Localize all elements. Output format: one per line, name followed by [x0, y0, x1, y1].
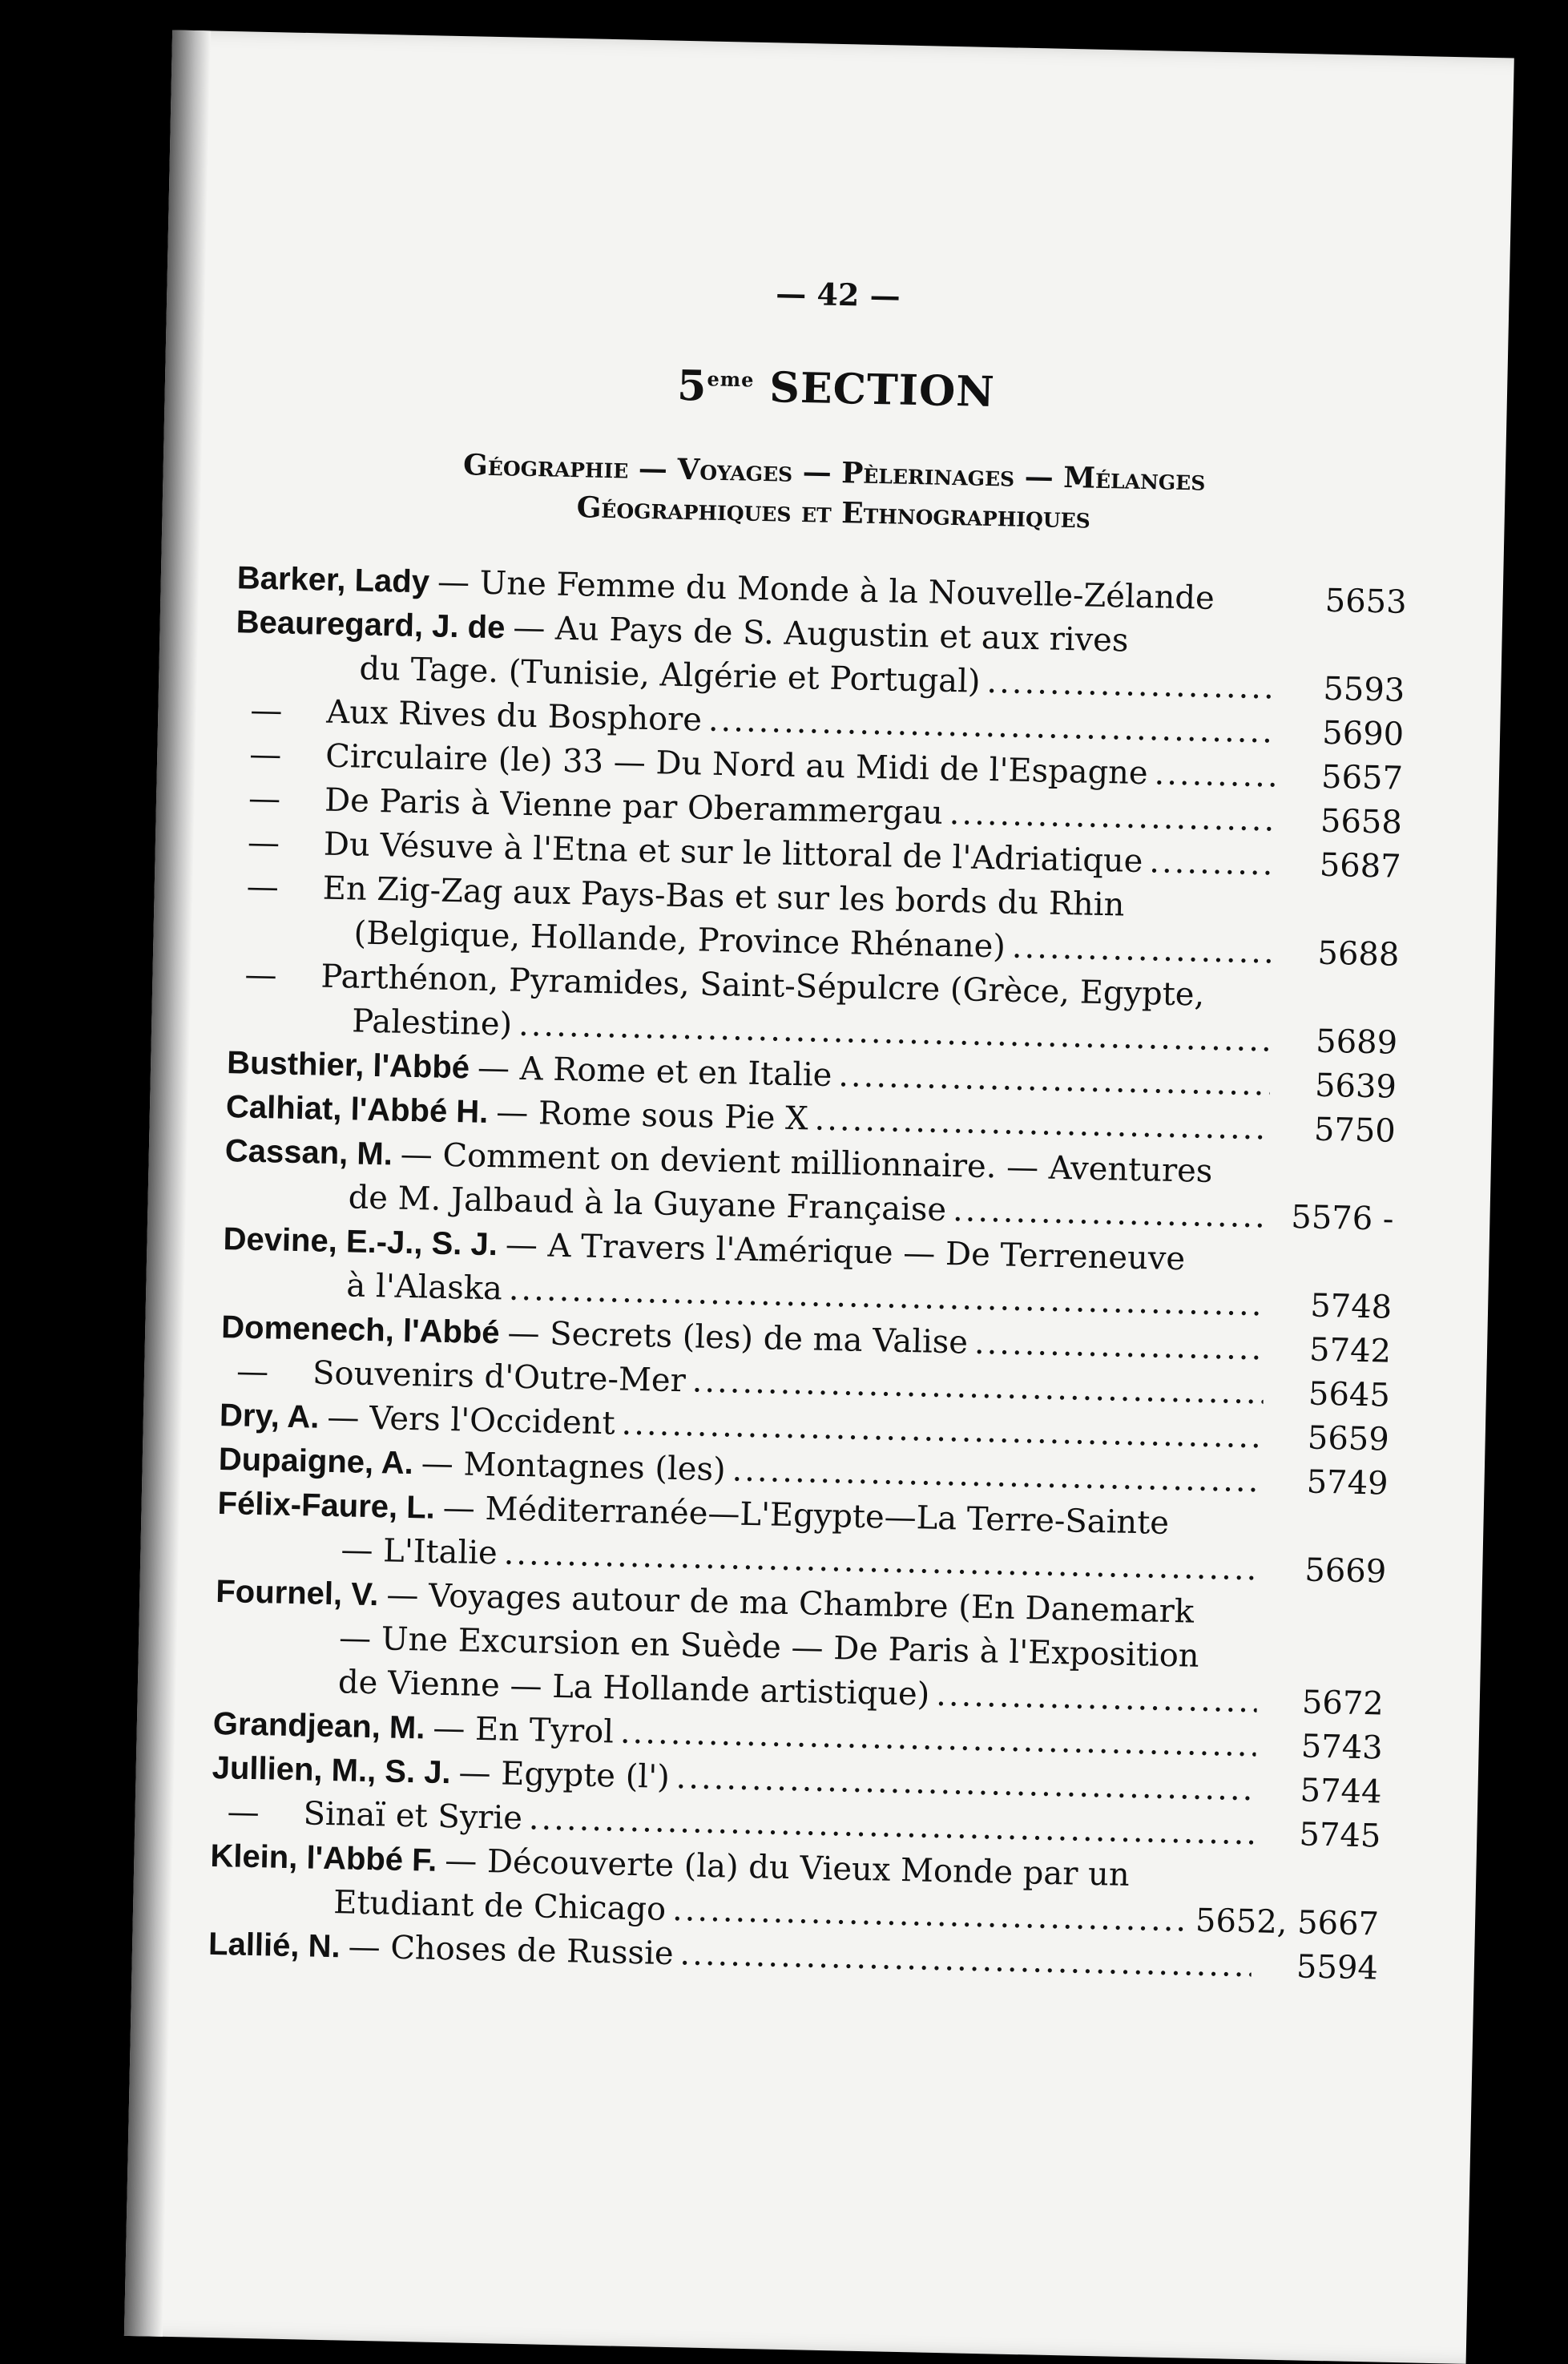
catalog-number: 5658 [1320, 802, 1403, 841]
book-page [124, 30, 1514, 2363]
entry-title: Du Vésuve à l'Etna et sur le littoral de l'Adriatique [323, 825, 1143, 881]
line-spacer [1185, 1269, 1272, 1271]
catalog-number: 5688 [1317, 934, 1400, 974]
catalog-number [1260, 1888, 1380, 1890]
entry-title: — Comment on devient millionnaire. — Aventures [400, 1136, 1213, 1190]
entry-title: Parthénon, Pyramides, Saint-Sépulcre (Grèce, Egypte, [320, 958, 1205, 1014]
dot-leader [1154, 752, 1277, 798]
entry-title: du Tage. (Tunisie, Algérie et Portugal) [359, 650, 981, 700]
catalog-number: 5749 [1306, 1463, 1389, 1503]
page-number: — 42 — [775, 275, 901, 314]
catalog-number: 5745 [1299, 1816, 1381, 1855]
entry-title: (Belgique, Hollande, Province Rhénane) [353, 914, 1006, 966]
section-label: SECTION [768, 363, 996, 418]
catalog-number: 5687 [1319, 846, 1402, 885]
entry-author: Busthier, l'Abbé [226, 1045, 470, 1086]
line-spacer [1212, 1182, 1274, 1184]
line-spacer [1124, 916, 1280, 919]
entry-author: Jullien, M., S. J. [212, 1749, 452, 1791]
entry-list [208, 556, 1408, 1991]
catalog-number: 5576 - [1290, 1199, 1394, 1238]
entry-title: Souvenirs d'Outre-Mer [312, 1354, 687, 1400]
catalog-number: 5690 [1321, 714, 1405, 753]
entry-title: de Vienne — La Hollande artistique) [337, 1664, 930, 1713]
catalog-number [1285, 655, 1405, 657]
catalog-number: 5652, 5667 [1195, 1902, 1380, 1943]
ditto-dash: — [249, 692, 283, 730]
catalog-number: 5750 [1313, 1111, 1397, 1150]
entry-author: Beauregard, J. de [236, 604, 506, 646]
dot-leader [973, 1321, 1264, 1372]
subtitle-line-2: Géographiques et Ethnographiques [576, 490, 1091, 535]
entry-title: — Une Excursion en Suède — De Paris à l'Exposition [338, 1620, 1200, 1675]
catalog-number: 5672 [1301, 1684, 1385, 1723]
catalog-number: 5689 [1315, 1023, 1398, 1062]
entry-title: — A Travers l'Amérique — De Terreneuve [505, 1226, 1186, 1278]
line-spacer [1199, 1667, 1264, 1668]
entry-title: Etudiant de Chicago [333, 1884, 667, 1928]
entry-title: à l'Alaska [345, 1267, 503, 1308]
catalog-number: 5743 [1300, 1728, 1384, 1767]
entry-author: Grandjean, M. [212, 1705, 425, 1746]
dot-leader [949, 792, 1276, 843]
line-spacer [1214, 609, 1286, 611]
entry-title: Circulaire (le) 33 — Du Nord au Midi de l'Espagne [324, 737, 1149, 793]
catalog-number: 5657 [1320, 758, 1404, 797]
section-title [165, 350, 1508, 427]
dot-leader [986, 660, 1279, 711]
catalog-number [1272, 1272, 1393, 1274]
line-spacer [1129, 1886, 1260, 1888]
ditto-dash: — [246, 868, 280, 906]
entry-author: Fournel, V. [215, 1574, 379, 1613]
catalog-number: 5594 [1296, 1948, 1379, 1987]
section-subtitle [162, 438, 1506, 547]
catalog-number: 5639 [1314, 1067, 1397, 1106]
entry-title: — Une Femme du Monde à la Nouvelle-Zélande [437, 563, 1215, 617]
entry-title: Sinaï et Syrie [303, 1795, 523, 1838]
line-spacer [1128, 652, 1285, 655]
catalog-number: 5593 [1323, 670, 1405, 709]
entry-author: Barker, Lady [236, 560, 430, 600]
dot-leader [1011, 926, 1273, 975]
line-spacer [1204, 1006, 1278, 1007]
ditto-dash: — [227, 1793, 260, 1832]
entry-title: — L'Italie [341, 1531, 498, 1572]
entry-title: — Vers l'Occident [326, 1398, 616, 1442]
line-spacer [1194, 1623, 1265, 1624]
catalog-number: 5669 [1304, 1551, 1387, 1591]
entry-author: Félix-Faure, L. [217, 1486, 436, 1526]
entry-title: — Découverte (la) du Vieux Monde par un [444, 1842, 1131, 1894]
catalog-number [1267, 1535, 1387, 1538]
ditto-dash: — [244, 956, 277, 994]
section-ordinal: 5 [676, 361, 708, 411]
entry-title: — Voyages autour de ma Chambre (En Danemark [385, 1576, 1195, 1631]
catalog-number [1280, 919, 1400, 922]
section-ordinal-suffix: eme [707, 367, 755, 392]
entry-author: Calhiat, l'Abbé H. [225, 1089, 489, 1131]
entry-title: — Egypte (l') [458, 1754, 671, 1796]
ditto-dash: — [248, 736, 282, 774]
entry-title: de M. Jalbaud à la Guyane Française [348, 1179, 947, 1229]
dot-leader [953, 1188, 1268, 1239]
entry-title: — En Tyrol [432, 1709, 615, 1751]
catalog-number: 5653 [1324, 582, 1408, 621]
entry-title: — Méditerranée—L'Egypte—La Terre-Sainte [442, 1489, 1170, 1542]
entry-author: Cassan, M. [224, 1133, 393, 1172]
entry-title: De Paris à Vienne par Oberammergau [324, 781, 944, 832]
dot-leader [936, 1673, 1258, 1724]
entry-author: Domenech, l'Abbé [220, 1309, 501, 1351]
entry-title: — Montagnes (les) [421, 1445, 727, 1489]
catalog-number: 5742 [1308, 1331, 1392, 1370]
entry-author: Lallié, N. [208, 1926, 341, 1965]
catalog-number [1265, 1624, 1385, 1626]
catalog-number: 5748 [1309, 1287, 1393, 1326]
entry-author: Klein, l'Abbé F. [210, 1838, 437, 1878]
entry-author: Dupaigne, A. [218, 1442, 414, 1482]
entry-author: Dry, A. [219, 1398, 320, 1435]
entry-title: — Au Pays de S. Augustin et aux rives [512, 609, 1129, 660]
catalog-number [1274, 1184, 1394, 1186]
entry-title: En Zig-Zag aux Pays-Bas et sur les bords du Rhin [322, 869, 1125, 924]
entry-item [213, 1570, 1385, 1727]
catalog-number: 5744 [1300, 1772, 1382, 1811]
catalog-number: 5659 [1307, 1419, 1390, 1458]
ditto-dash: — [247, 824, 280, 862]
catalog-number [1278, 1007, 1398, 1010]
line-spacer [1169, 1534, 1267, 1536]
entry-title: — Secrets (les) de ma Valise [507, 1314, 969, 1362]
catalog-number: 5645 [1308, 1375, 1391, 1414]
dot-leader [1149, 840, 1275, 886]
entry-title: — Rome sous Pie X [495, 1094, 809, 1138]
entry-title: — A Rome et en Italie [477, 1049, 832, 1094]
catalog-number [1264, 1668, 1385, 1670]
entry-title: — Choses de Russie [348, 1928, 675, 1973]
entry-author: Devine, E.-J., S. J. [223, 1221, 498, 1263]
ditto-dash: — [236, 1353, 269, 1391]
ditto-dash: — [248, 780, 281, 818]
subtitle-line-1: Géographie — Voyages — Pèlerinages — Mélanges [462, 448, 1206, 498]
entry-title: Aux Rives du Bosphore [325, 693, 703, 739]
entry-title: Palestine) [351, 1002, 513, 1043]
